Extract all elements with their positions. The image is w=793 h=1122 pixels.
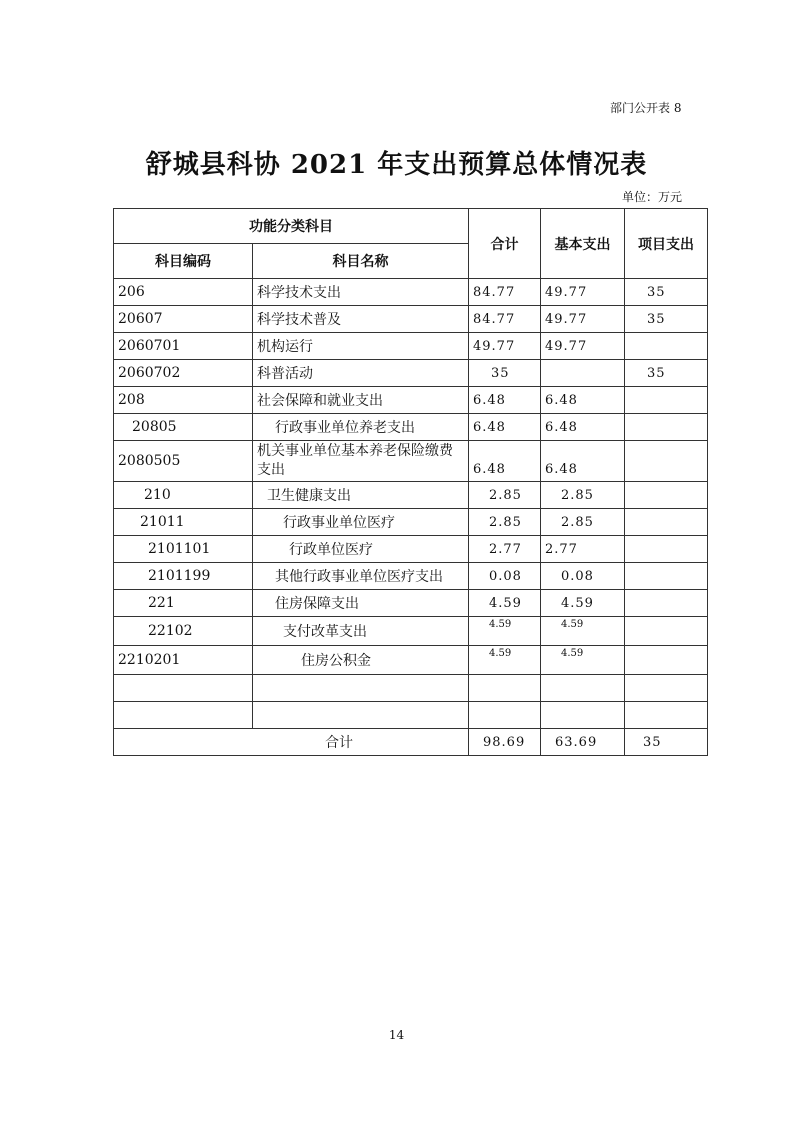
cell-name: 住房保障支出 [253, 590, 469, 617]
table-row [114, 702, 708, 729]
cell-total: 35 [469, 360, 541, 387]
cell-basic: 2.77 [541, 536, 625, 563]
cell-name: 行政事业单位医疗 [253, 509, 469, 536]
table-row [114, 360, 708, 387]
table-row [114, 646, 708, 675]
cell-basic: 6.48 [541, 441, 625, 482]
cell-total: 84.77 [469, 279, 541, 306]
cell-total: 84.77 [469, 306, 541, 333]
page-number: 14 [388, 1028, 405, 1042]
table-row [114, 482, 708, 509]
table-row [114, 536, 708, 563]
budget-table [113, 208, 708, 756]
cell-total: 6.48 [469, 441, 541, 482]
header-function-class: 功能分类科目 [114, 209, 469, 244]
cell-basic: 4.59 [541, 590, 625, 617]
cell-empty [625, 702, 708, 729]
cell-code: 20607 [114, 306, 253, 333]
document-title: 舒城县科协 2021 年支出预算总体情况表 [145, 150, 648, 180]
table-number-label: 部门公开表 8 [610, 101, 682, 115]
cell-code: 2101199 [114, 563, 253, 590]
cell-code: 221 [114, 590, 253, 617]
cell-project [625, 563, 708, 590]
table-row [114, 387, 708, 414]
table-row [114, 306, 708, 333]
cell-name: 行政事业单位养老支出 [253, 414, 469, 441]
cell-basic: 0.08 [541, 563, 625, 590]
table-row [114, 590, 708, 617]
cell-project [625, 414, 708, 441]
cell-project [625, 387, 708, 414]
cell-total: 4.59 [469, 646, 541, 675]
cell-total: 6.48 [469, 414, 541, 441]
total-basic: 63.69 [541, 729, 625, 756]
cell-name: 住房公积金 [253, 646, 469, 675]
cell-project [625, 646, 708, 675]
table-row [114, 563, 708, 590]
cell-basic: 2.85 [541, 509, 625, 536]
cell-name: 其他行政事业单位医疗支出 [253, 563, 469, 590]
cell-empty [114, 675, 253, 702]
cell-basic: 6.48 [541, 387, 625, 414]
cell-name: 科普活动 [253, 360, 469, 387]
table-row [114, 414, 708, 441]
cell-name: 社会保障和就业支出 [253, 387, 469, 414]
table-row [114, 279, 708, 306]
cell-name: 卫生健康支出 [253, 482, 469, 509]
cell-empty [253, 675, 469, 702]
cell-project: 35 [625, 279, 708, 306]
cell-code: 210 [114, 482, 253, 509]
header-name: 科目名称 [253, 244, 469, 279]
header-code: 科目编码 [114, 244, 253, 279]
cell-total: 2.85 [469, 509, 541, 536]
cell-code: 2060701 [114, 333, 253, 360]
cell-project [625, 536, 708, 563]
header-project: 项目支出 [625, 209, 708, 279]
cell-name: 科学技术普及 [253, 306, 469, 333]
cell-name: 机构运行 [253, 333, 469, 360]
cell-project [625, 333, 708, 360]
cell-code: 20805 [114, 414, 253, 441]
cell-total: 2.85 [469, 482, 541, 509]
cell-basic: 49.77 [541, 279, 625, 306]
total-row [114, 729, 708, 756]
cell-code: 2060702 [114, 360, 253, 387]
cell-empty [625, 675, 708, 702]
unit-label: 单位：万元 [622, 190, 683, 204]
table-row [114, 617, 708, 646]
cell-total: 49.77 [469, 333, 541, 360]
header-basic: 基本支出 [541, 209, 625, 279]
cell-project [625, 482, 708, 509]
cell-project [625, 509, 708, 536]
cell-code: 21011 [114, 509, 253, 536]
cell-basic: 6.48 [541, 414, 625, 441]
cell-basic: 49.77 [541, 333, 625, 360]
table-row [114, 333, 708, 360]
cell-basic [541, 360, 625, 387]
cell-project: 35 [625, 306, 708, 333]
cell-empty [541, 702, 625, 729]
cell-code: 2210201 [114, 646, 253, 675]
cell-empty [114, 702, 253, 729]
total-label: 合计 [114, 729, 469, 756]
cell-project [625, 590, 708, 617]
cell-project [625, 441, 708, 482]
cell-code: 2101101 [114, 536, 253, 563]
cell-basic: 49.77 [541, 306, 625, 333]
table-row [114, 509, 708, 536]
cell-basic: 2.85 [541, 482, 625, 509]
cell-total: 4.59 [469, 617, 541, 646]
cell-name: 机关事业单位基本养老保险缴费支出 [253, 441, 469, 482]
cell-total: 0.08 [469, 563, 541, 590]
cell-code: 208 [114, 387, 253, 414]
total-total: 98.69 [469, 729, 541, 756]
cell-code: 2080505 [114, 441, 253, 482]
table-row [114, 441, 708, 482]
table-row [114, 675, 708, 702]
cell-name: 支付改革支出 [253, 617, 469, 646]
cell-code: 22102 [114, 617, 253, 646]
cell-empty [469, 675, 541, 702]
cell-total: 2.77 [469, 536, 541, 563]
cell-empty [469, 702, 541, 729]
cell-name: 行政单位医疗 [253, 536, 469, 563]
cell-total: 6.48 [469, 387, 541, 414]
cell-project: 35 [625, 360, 708, 387]
cell-basic: 4.59 [541, 646, 625, 675]
total-project: 35 [625, 729, 708, 756]
header-total: 合计 [469, 209, 541, 279]
cell-code: 206 [114, 279, 253, 306]
cell-name: 科学技术支出 [253, 279, 469, 306]
cell-project [625, 617, 708, 646]
cell-total: 4.59 [469, 590, 541, 617]
cell-empty [253, 702, 469, 729]
header-row [114, 209, 708, 244]
cell-empty [541, 675, 625, 702]
cell-basic: 4.59 [541, 617, 625, 646]
